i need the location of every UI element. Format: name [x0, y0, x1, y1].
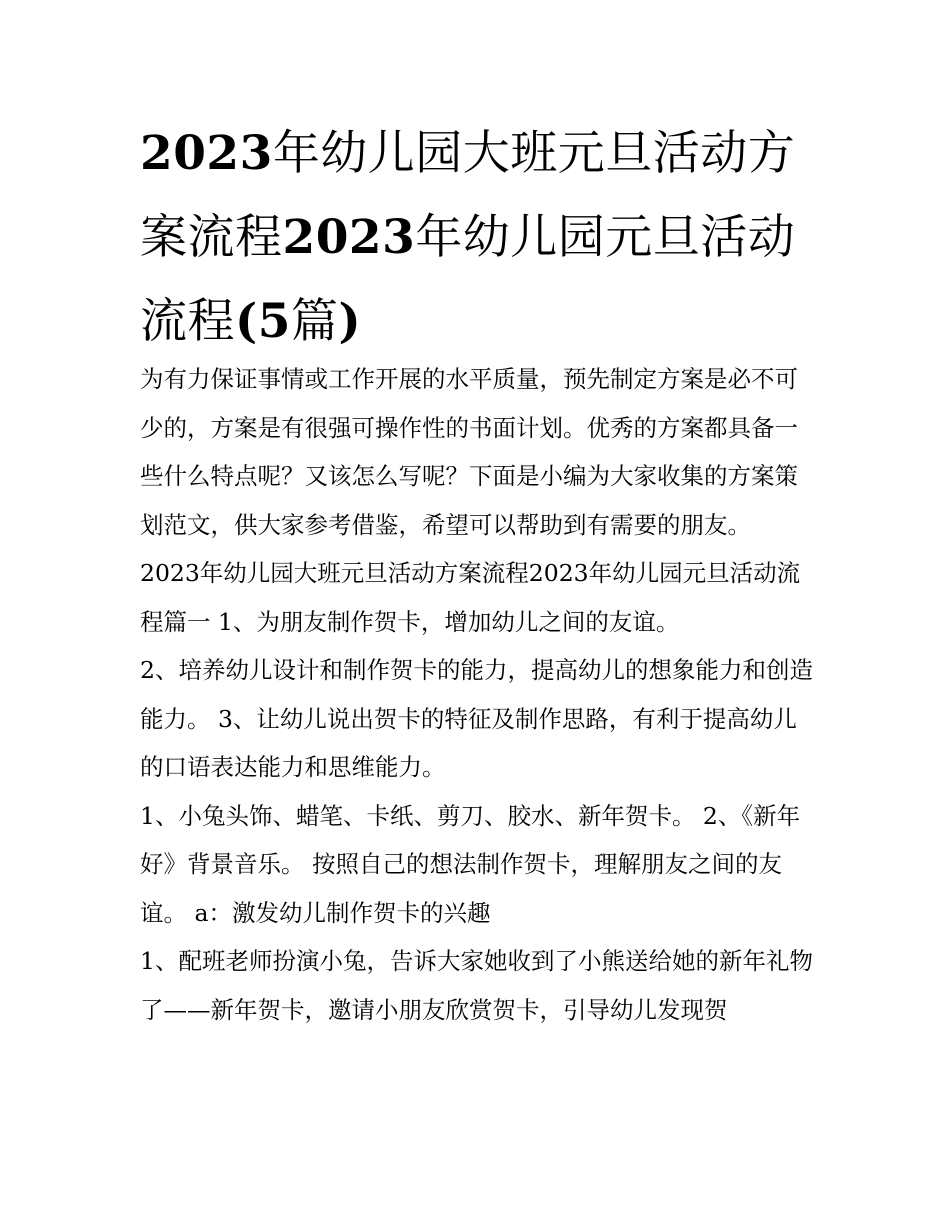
paragraph-goals: 2、培养幼儿设计和制作贺卡的能力，提高幼儿的想象能力和创造能力。 3、让幼儿说出贺卡的特征及制作思路，有利于提高幼儿的口语表达能力和思维能力。: [140, 656, 813, 781]
paragraph-materials: 1、小兔头饰、蜡笔、卡纸、剪刀、胶水、新年贺卡。 2、《新年好》背景音乐。 按照自己的想法制作贺卡，理解朋友之间的友谊。 a：激发幼儿制作贺卡的兴趣: [140, 801, 801, 927]
paragraph-intro: 为有力保证事情或工作开展的水平质量，预先制定方案是必不可少的，方案是有很强可操作性的书面计划。优秀的方案都具备一些什么特点呢？又该怎么写呢？下面是小编为大家收集的方案策划范文，供大家参考借鉴，希望可以帮助到有需要的朋友。: [140, 365, 798, 539]
paragraph-part-one: 2023年幼儿园大班元旦活动方案流程2023年幼儿园元旦活动流程篇一 1、为朋友制作贺卡，增加幼儿之间的友谊。: [140, 559, 801, 636]
document-body: [140, 355, 820, 1034]
paragraph-process: 1、配班老师扮演小兔，告诉大家她收到了小熊送给她的新年礼物了——新年贺卡，邀请小朋友欣赏贺卡，引导幼儿发现贺: [140, 947, 813, 1024]
document-title: 2023年幼儿园大班元旦活动方案流程2023年幼儿园元旦活动流程(5篇): [140, 126, 796, 349]
